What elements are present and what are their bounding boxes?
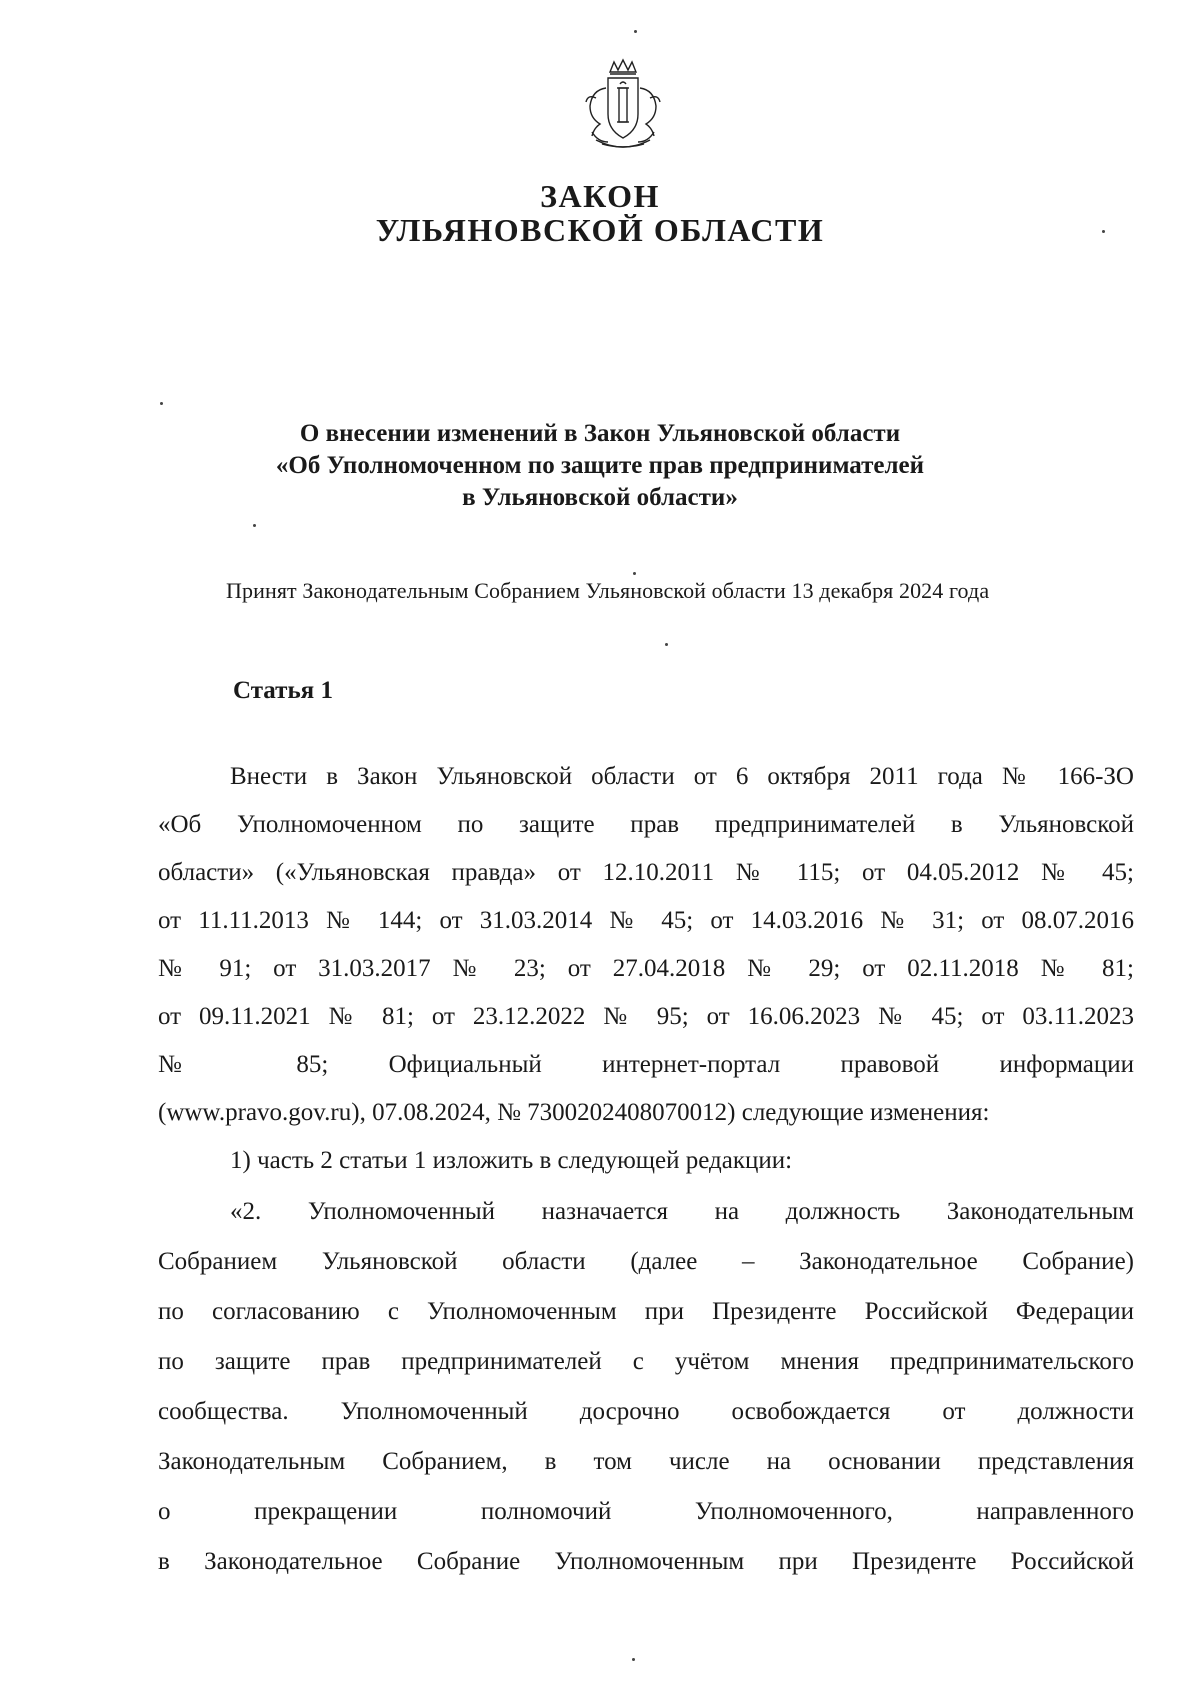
body-line: № 85; Официальный интернет-портал правовой информации [158,1051,1134,1078]
scan-speck [253,524,256,527]
body-line: в Законодательное Собрание Уполномоченным при Президенте Российской [158,1548,1134,1575]
body-line: от 09.11.2021 № 81; от 23.12.2022 № 95; от 16.06.2023 № 45; от 03.11.2023 [158,1003,1134,1030]
scan-speck [1102,230,1105,233]
document-title-line-2: УЛЬЯНОВСКОЙ ОБЛАСТИ [375,212,825,248]
body-line: сообщества. Уполномоченный досрочно освобождается от должности [158,1398,1134,1425]
scan-speck [665,643,668,646]
scan-speck [160,402,163,405]
adoption-statement: Принят Законодательным Собранием Ульяновской области 13 декабря 2024 года [226,578,990,603]
document-title-line-1: ЗАКОН [540,178,660,214]
scan-speck [633,572,636,575]
law-subject-line-2: «Об Уполномоченном по защите прав предпринимателей [275,452,925,479]
body-line: Законодательным Собранием, в том числе на основании представления [158,1448,1134,1475]
body-line: Внести в Закон Ульяновской области от 6 октября 2011 года № 166-ЗО [230,763,1134,790]
body-line: «2. Уполномоченный назначается на должность Законодательным [230,1198,1134,1225]
body-line: от 11.11.2013 № 144; от 31.03.2014 № 45; от 14.03.2016 № 31; от 08.07.2016 [158,907,1134,934]
body-line: по защите прав предпринимателей с учётом мнения предпринимательского [158,1348,1134,1375]
body-line: по согласованию с Уполномоченным при Президенте Российской Федерации [158,1298,1134,1325]
body-line: Собранием Ульяновской области (далее – Законодательное Собрание) [158,1248,1134,1275]
body-line: № 91; от 31.03.2017 № 23; от 27.04.2018 № 29; от 02.11.2018 № 81; [158,955,1134,982]
body-line: области» («Ульяновская правда» от 12.10.2011 № 115; от 04.05.2012 № 45; [158,859,1134,886]
coat-of-arms-emblem [582,58,664,154]
law-subject-line-3: в Ульяновской области» [462,484,738,511]
body-line: о прекращении полномочий Уполномоченного, направленного [158,1498,1134,1525]
body-line: 1) часть 2 статьи 1 изложить в следующей редакции: [230,1147,793,1174]
scan-speck [634,30,637,33]
article-heading: Статья 1 [233,677,333,704]
scan-speck [632,1658,635,1661]
body-line: (www.pravo.gov.ru), 07.08.2024, № 7300202408070012) следующие изменения: [158,1099,990,1126]
body-line: «Об Уполномоченном по защите прав предпринимателей в Ульяновской [158,811,1134,838]
law-subject-line-1: О внесении изменений в Закон Ульяновской области [299,420,901,447]
